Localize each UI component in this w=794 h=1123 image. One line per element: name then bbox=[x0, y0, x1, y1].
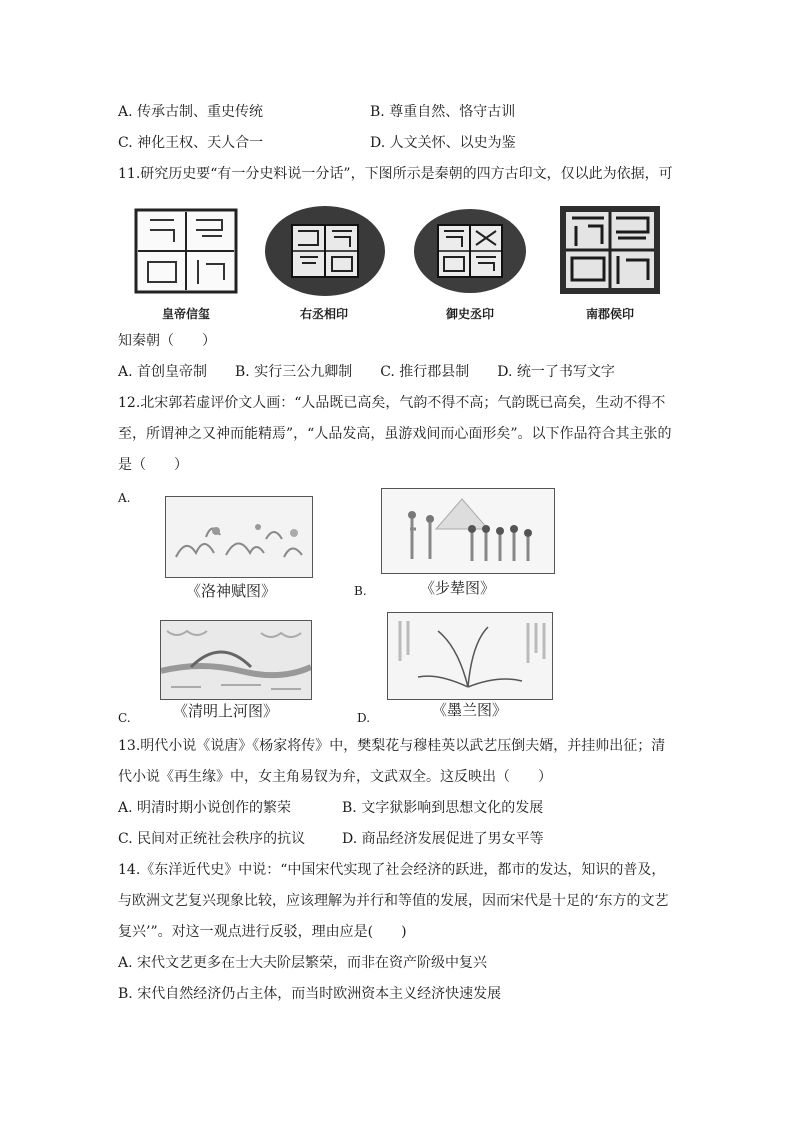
q12-stem-line-1: 12.北宋郭若虚评价文人画：“人品既已高矣，气韵不得不高；气韵既已高矣，生动不得不 bbox=[118, 395, 666, 411]
q10-option-a: A. 传承古制、重史传统 bbox=[118, 104, 264, 120]
painting-luoshen bbox=[165, 496, 313, 578]
q14-stem-line-1: 14.《东洋近代史》中说：“中国宋代实现了社会经济的跃进，都市的发达，知识的普及， bbox=[118, 862, 666, 878]
painting-molan bbox=[387, 612, 553, 700]
q13-option-c: C. 民间对正统社会秩序的抗议 bbox=[118, 831, 306, 847]
q12-label-c: C. bbox=[118, 711, 131, 725]
q13-option-b: B. 文字狱影响到思想文化的发展 bbox=[342, 800, 544, 816]
q13-option-d: D. 商品经济发展促进了男女平等 bbox=[342, 831, 544, 847]
q12-label-d: D. bbox=[357, 711, 371, 725]
q11-stem-line-2: 知秦朝（ ） bbox=[118, 333, 216, 349]
seal-caption-4: 南郡侯印 bbox=[585, 307, 634, 321]
q10-option-b: B. 尊重自然、恪守古训 bbox=[370, 104, 516, 120]
q10-option-d: D. 人文关怀、以史为鉴 bbox=[370, 135, 516, 151]
q12-stem-line-3: 是（ ） bbox=[118, 457, 188, 473]
seal-nanjun-houyin bbox=[558, 204, 662, 296]
painting-title-b: 《步辇图》 bbox=[420, 579, 496, 597]
q11-options: A. 首创皇帝制 B. 实行三公九卿制 C. 推行郡县制 D. 统一了书写文字 bbox=[118, 364, 615, 380]
q14-option-a: A. 宋代文艺更多在士大夫阶层繁荣，而非在资产阶级中复兴 bbox=[118, 955, 488, 971]
seal-youcheng-xiangyin bbox=[262, 203, 388, 299]
q12-label-a: A. bbox=[118, 491, 131, 505]
q10-option-c: C. 神化王权、天人合一 bbox=[118, 135, 264, 151]
seal-caption-3: 御史丞印 bbox=[445, 307, 494, 321]
seal-huangdi-xinxi bbox=[132, 206, 240, 296]
seal-caption-1: 皇帝信玺 bbox=[161, 307, 210, 321]
q12-stem-line-2: 至，所谓神之又神而能精焉”，“人品发高，虽游戏间而心面形矣”。以下作品符合其主张的 bbox=[118, 426, 672, 442]
q12-label-b: B. bbox=[354, 584, 367, 598]
q11-stem-line-1: 11.研究历史要“有一分史料说一分话”，下图所示是秦朝的四方古印文，仅以此为依据，可 bbox=[118, 166, 673, 182]
q13-option-a: A. 明清时期小说创作的繁荣 bbox=[118, 800, 292, 816]
painting-qingming bbox=[160, 620, 312, 700]
q13-stem-line-2: 代小说《再生缘》中，女主角易钗为弁，文武双全。这反映出（ ） bbox=[118, 769, 552, 785]
q14-option-b: B. 宋代自然经济仍占主体，而当时欧洲资本主义经济快速发展 bbox=[118, 986, 502, 1002]
q14-stem-line-3: 复兴’”。对这一观点进行反驳，理由应是( ) bbox=[118, 924, 407, 940]
painting-title-a: 《洛神赋图》 bbox=[186, 582, 277, 600]
painting-title-c: 《清明上河图》 bbox=[173, 702, 279, 720]
seal-caption-2: 右丞相印 bbox=[299, 307, 348, 321]
seal-yushi-chengyin bbox=[412, 205, 528, 297]
q14-stem-line-2: 与欧洲文艺复兴现象比较，应该理解为并行和等值的发展，因而宋代是十足的‘东方的文艺 bbox=[118, 893, 669, 909]
q13-stem-line-1: 13.明代小说《说唐》《杨家将传》中，樊梨花与穆桂英以武艺压倒夫婿，并挂帅出征；清 bbox=[118, 738, 666, 754]
painting-title-d: 《墨兰图》 bbox=[432, 701, 508, 719]
painting-bunian bbox=[381, 488, 555, 574]
